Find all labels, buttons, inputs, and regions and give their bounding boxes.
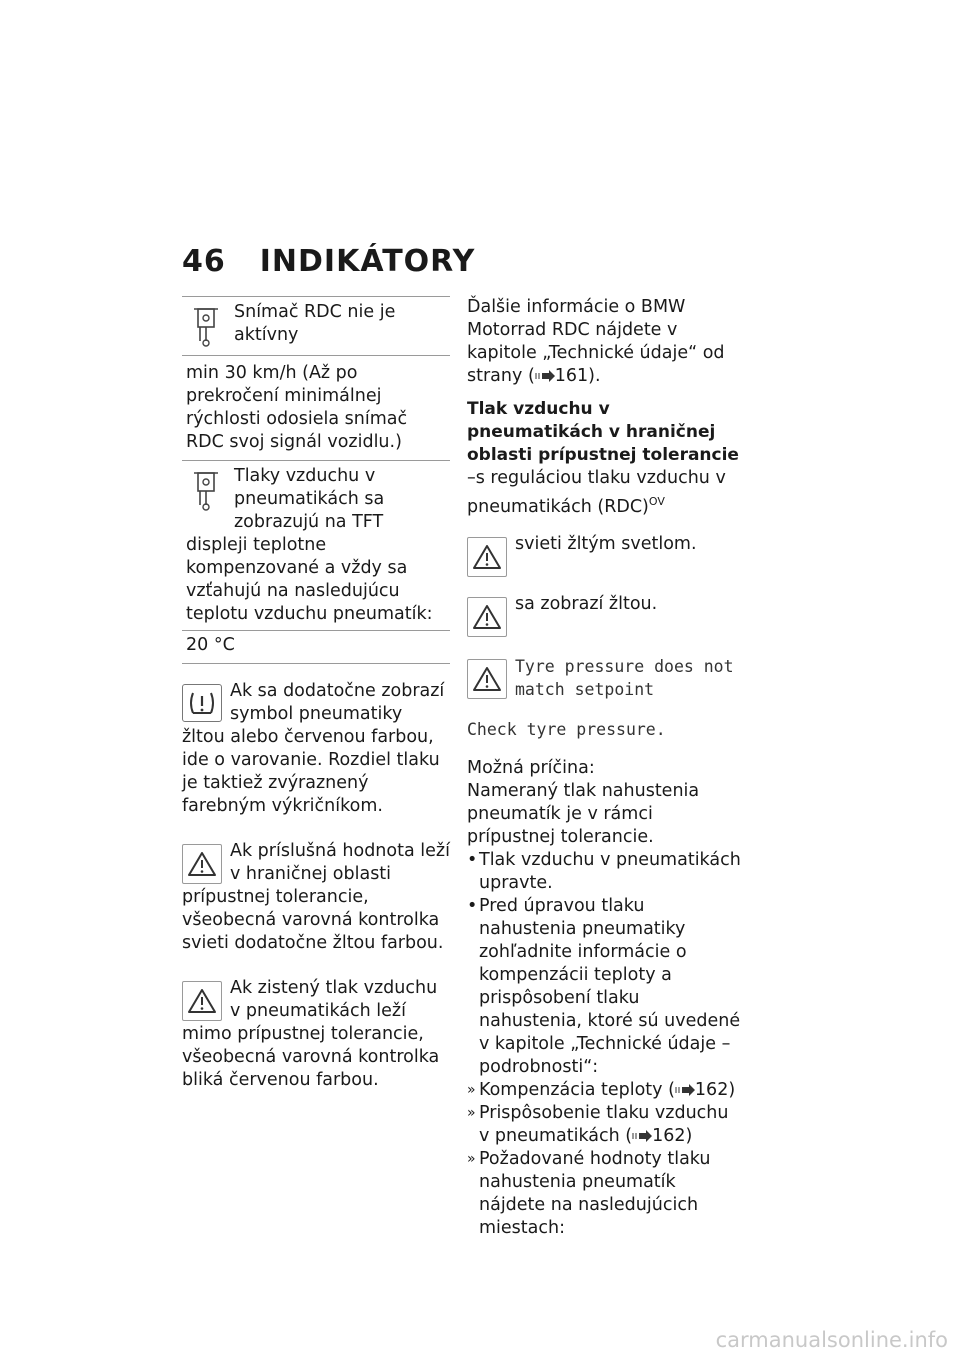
warning-triangle-icon: [182, 844, 222, 884]
reference-list: [467, 1079, 743, 1240]
more-info-text: Ďalšie informácie o BMW Motorrad RDC nájdete v kapitole „Technické údaje“ od strany ( 161).: [467, 297, 725, 386]
warning-triangle-icon: [467, 597, 507, 637]
tyre-symbol-para: [182, 680, 450, 818]
reference-item[interactable]: » Prispôsobenie tlaku vzduchu v pneumatikách ( 162): [467, 1102, 743, 1148]
rdc-condition: –s reguláciou tlaku vzduchu v pneumatikách (RDC)$^{OV}$: [467, 468, 726, 517]
red-warning-para: [182, 977, 450, 1092]
section-heading: Tlak vzduchu v pneumatikách v hraničnej oblasti prípustnej tolerancie: [467, 399, 739, 465]
rdc-inactive-box: [182, 296, 450, 461]
tyre-symbol-text: Ak sa dodatočne zobrazí symbol pneumatiky žltou alebo červenou farbou, ide o varovanie. Rozdiel tlaku je taktiež zvýraznený farebným výkričníkom.: [182, 681, 445, 816]
cause-label: Možná príčina:: [467, 758, 595, 779]
reference-item[interactable]: » Kompenzácia teploty ( 162): [467, 1079, 743, 1102]
display-message: Tyre pressure does not match setpoint: [515, 657, 734, 700]
tyre-pressure-icon: [182, 684, 222, 722]
action-list: [467, 849, 743, 1079]
page-number: 46: [182, 244, 226, 279]
pressure-compensation-text: Tlaky vzduchu v pneumatikách sa zobrazujú na TFT displeji teplotne kompenzované a vždy sa vzťahujú na nasledujúcu teplotu vzduchu pneumatík:: [186, 466, 433, 624]
rdc-sensor-icon: [186, 305, 226, 349]
yellow-warning-para: [182, 840, 450, 955]
display-message-row: [467, 655, 743, 741]
watermark: carmanualsonline.info: [715, 1328, 948, 1352]
warning-triangle-icon: [467, 659, 507, 699]
left-column: [182, 296, 450, 1092]
rdc-sensor-icon-2: [186, 469, 226, 513]
rdc-inactive-detail: min 30 km/h (Až po prekročení minimálnej rýchlosti odosiela snímač RDC svoj signál vozidlu.): [186, 363, 408, 452]
warn-display-row: sa zobrazí žltou.: [467, 593, 743, 639]
right-column: [467, 296, 743, 1240]
list-item: • Tlak vzduchu v pneumatikách upravte.: [467, 849, 743, 895]
page-header: [182, 244, 475, 279]
pressure-compensation-box: [182, 461, 450, 664]
display-instruction: Check tyre pressure.: [467, 719, 666, 739]
reference-item: » Požadované hodnoty tlaku nahustenia pneumatík nájdete na nasledujúcich miestach:: [467, 1148, 743, 1240]
page-title: INDIKÁTORY: [259, 244, 476, 279]
warning-triangle-icon: [182, 981, 222, 1021]
cause-text: Nameraný tlak nahustenia pneumatík je v rámci prípustnej tolerancie.: [467, 781, 700, 848]
warn-light-row: svieti žltým svetlom.: [467, 533, 743, 579]
red-warning-text: Ak zistený tlak vzduchu v pneumatikách leží mimo prípustnej tolerancie, všeobecná varovná kontrolka bliká červenou farbou.: [182, 978, 440, 1090]
warning-triangle-icon: [467, 537, 507, 577]
list-item: • Pred úpravou tlaku nahustenia pneumatiky zohľadnite informácie o kompenzácii teploty a prispôsobení tlaku nahustenia, ktoré sú uvedené v kapitole „Technické údaje – podrobnosti“:: [467, 895, 743, 1079]
page-ref: ( 161).: [527, 366, 601, 386]
yellow-warning-text: Ak príslušná hodnota leží v hraničnej oblasti prípustnej tolerancie, všeobecná varovná kontrolka svieti dodatočne žltou farbou.: [182, 841, 450, 953]
rdc-inactive-text: Snímač RDC nie je aktívny: [234, 302, 396, 345]
reference-temperature: 20 °C: [186, 635, 235, 655]
